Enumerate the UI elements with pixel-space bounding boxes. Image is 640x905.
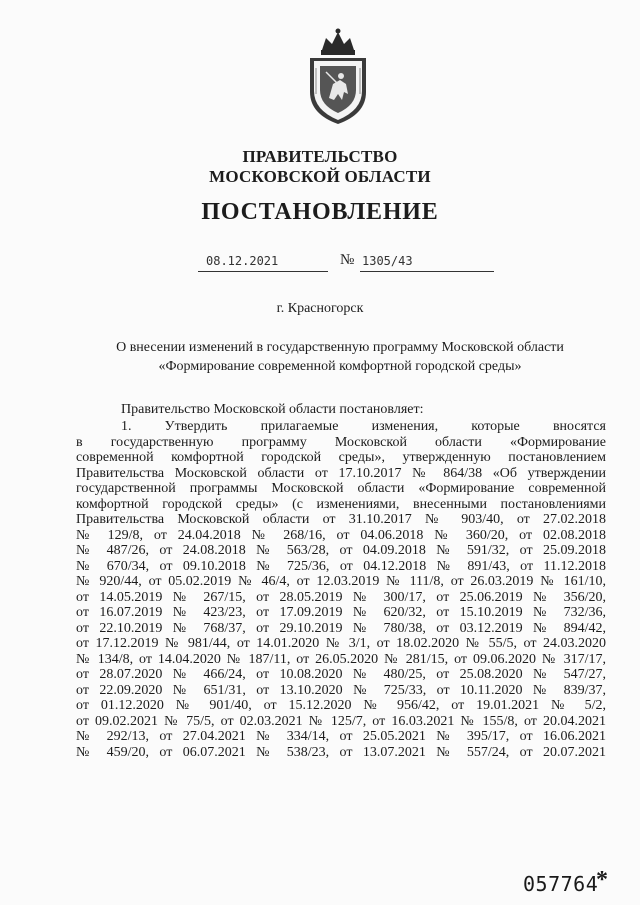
document-number-field xyxy=(360,253,494,272)
body-line: № 292/13, от 27.04.2021 № 334/14, от 25.05.2021 № 395/17, от 16.06.2021 xyxy=(76,729,606,744)
body-line: № 129/8, от 24.04.2018 № 268/16, от 04.06.2018 № 360/20, от 02.08.2018 xyxy=(76,527,606,543)
body-line: № 487/26, от 24.08.2018 № 563/28, от 04.09.2018 № 591/32, от 25.09.2018 xyxy=(76,543,606,558)
body-line: от 01.12.2020 № 901/40, от 15.12.2020 № 956/42, от 19.01.2021 № 5/2, xyxy=(76,698,606,713)
number-sign: № xyxy=(340,252,355,268)
body-line: № 459/20, от 06.07.2021 № 538/23, от 13.07.2021 № 557/24, от 20.07.2021 xyxy=(76,744,606,760)
body-line: современной комфортной городской среды», утвержденную постановлением xyxy=(76,450,606,465)
stamp-mark: * xyxy=(596,867,608,893)
body-line: от 22.09.2020 № 651/31, от 13.10.2020 № 725/33, от 10.11.2020 № 839/37, xyxy=(76,682,606,698)
document-date: 08.12.2021 xyxy=(206,254,279,268)
document-city: г. Красногорск xyxy=(276,301,364,316)
body-line: от 22.10.2019 № 768/37, от 29.10.2019 № 780/38, от 03.12.2019 № 894/42, xyxy=(76,620,606,636)
body-line: № 920/44, от 05.02.2019 № 46/4, от 12.03.2019 № 111/8, от 26.03.2019 № 161/10, xyxy=(76,574,606,589)
document-number: 1305/43 xyxy=(362,254,413,268)
body-line: № 134/8, от 14.04.2020 № 187/11, от 26.05.2020 № 281/15, от 09.06.2020 № 317/17, xyxy=(76,651,606,667)
document-subject xyxy=(60,338,620,376)
moscow-oblast-coat-of-arms-icon xyxy=(302,28,374,126)
body-line: Правительства Московской области от 17.10.2017 № 864/38 «Об утверждении xyxy=(76,465,606,481)
body-line: от 09.02.2021 № 75/5, от 02.03.2021 № 125/7, от 16.03.2021 № 155/8, от 20.04.2021 xyxy=(76,713,606,729)
body-line: № 670/34, от 09.10.2018 № 725/36, от 04.12.2018 № 891/43, от 11.12.2018 xyxy=(76,558,606,574)
body-line: государственной программы Московской области «Формирование современной xyxy=(76,481,606,496)
body-line: от 17.12.2019 № 981/44, от 14.01.2020 № 3/1, от 18.02.2020 № 55/5, от 24.03.2020 xyxy=(76,636,606,651)
body-line: в государственную программу Московской области «Формирование xyxy=(76,434,606,450)
subject-line-2: «Формирование современной комфортной городской среды» xyxy=(158,359,522,374)
stamp-number: 057764 xyxy=(523,872,599,896)
body-line: от 14.05.2019 № 267/15, от 28.05.2019 № 300/17, от 25.06.2019 № 356/20, xyxy=(76,589,606,605)
body-line: комфортной городской среды» (с изменениями, внесенными постановлениями xyxy=(76,496,606,512)
body-line: от 16.07.2019 № 423/23, от 17.09.2019 № 620/32, от 15.10.2019 № 732/36, xyxy=(76,605,606,620)
document-type-title: ПОСТАНОВЛЕНИЕ xyxy=(201,199,439,225)
document-date-field xyxy=(198,253,328,272)
body-paragraph xyxy=(76,419,606,760)
body-intro: Правительство Московской области постановляет: xyxy=(121,402,424,417)
government-title-line1: ПРАВИТЕЛЬСТВО xyxy=(242,147,398,166)
government-title-line2: МОСКОВСКОЙ ОБЛАСТИ xyxy=(209,167,431,186)
body-line: 1. Утвердить прилагаемые изменения, которые вносятся xyxy=(121,419,606,434)
body-line: Правительства Московской области от 31.10.2017 № 903/40, от 27.02.2018 xyxy=(76,512,606,527)
subject-line-1: О внесении изменений в государственную программу Московской области xyxy=(116,340,564,355)
body-line: от 28.07.2020 № 466/24, от 10.08.2020 № 480/25, от 25.08.2020 № 547/27, xyxy=(76,667,606,682)
